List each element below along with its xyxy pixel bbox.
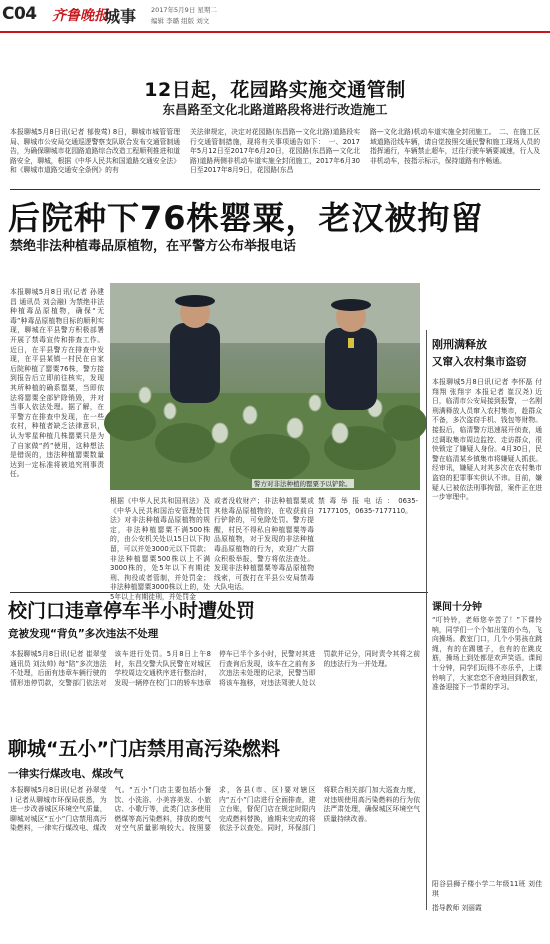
photo-caption: 警方对非法种植的罂粟予以铲除。 [254,480,352,488]
story3-text: 本报聊城5月8日讯(记者 孙翠莹 ) 记者从聊城市环保局获悉，为进一步改善城区环境空气质量，聊城对城区“五小”门店禁用高污染燃料，一律实行煤改电、煤改气。“五小”门店主要包括小餐饮、小洗浴、小美容美发、小旅店、小歌厅等，此类门店多使用燃煤等高污染燃料，排放的废气对空气质量影响较大。按照要求，各县(市、区)要对辖区内“五小”门店进行全面排查，建立台账，督促门店在规定时限内完成燃料替换，逾期未完成的将依法予以查处。同时，环保部门将联合相关部门加大巡查力度，对违规使用高污染燃料的行为依法严肃处理，确保城区环境空气质量持续改善。 [10,786,420,833]
box-text: “叮铃铃，老师您辛苦了！”下课铃响，同学们一个个如出笼的小鸟，飞向操场。教室门口，几个小男孩在跳绳，有的在踢毽子，也有的在跳皮筋，操场上到处都是欢声笑语。课间十分钟，同学们玩得不亦乐乎，上课铃响了，大家恋恋不舍地回到教室，准备迎接下一节课的学习。 [432,616,542,692]
section-title: 城事 [104,7,137,26]
mid-divider [10,592,428,593]
section-divider [10,189,540,190]
main-story-col3: 或者没收财产；非法种植罂粟或其他毒品原植物的，在收获前自行铲除的，可免除处罚。警方提醒，村民不得私自种植罂粟等毒品原植物，对于发现的非法种植毒品原植物的行为，欢迎广大群众积极举报，警方将依法查处。发现非法种植罂粟等毒品原植物线索，可拨打在平县公安局禁毒大队电话。 [214,497,314,592]
story3-subtitle: 一律实行煤改电、煤改气 [8,768,124,780]
newspaper-logo: 齐鲁晚报 [52,8,108,24]
sidebar-headline-2: 又窜入农村集市盗窃 [432,356,527,368]
editor-credits: 编辑 李璐 组版 刘文 [151,17,210,25]
top-story-title: 12日起，花园路实施交通管制 [144,79,406,101]
column-divider [426,330,427,910]
story3-title: 聊城“五小”门店禁用高污染燃料 [8,738,280,760]
masthead-rule [0,31,550,33]
top-story-col2: 关法律规定，决定对花园路(东昌路—文化北路)道路段实行交通管制措施，现将有关事项通告如下： 一、2017年5月12日至2017年6月20日，花园路(东昌路—文化北路)道路两侧非机动车道实施全封闭施工，2017年6月30日至2017年8月9日，花园路(东昌 [190,128,360,175]
sidebar-story-text: 本报聊城5月8日讯(记者 李怀磊 付翔翔 张翔宇 本报记者 崔汉尧) 近日，临清市公安局接到报警，一名刚刑满释放人员窜入农村集市，趁群众不备，多次盗窃手机、钱包等财物。接报后，临清警方迅速展开侦查，通过调取集市周边监控、走访群众，很快锁定了嫌疑人身份。4月30日，民警在临清某乡镇集市将嫌疑人抓获。经审讯，嫌疑人对其多次在农村集市盗窃的犯罪事实供认不讳。目前，嫌疑人已被依法刑事拘留，案件正在进一步审理中。 [432,378,542,502]
main-subtitle: 禁绝非法种植毒品原植物，在平警方公布举报电话 [10,239,297,254]
page-number: C04 [2,4,37,24]
issue-date: 2017年5月9日 星期二 [151,6,217,14]
news-photo [110,283,420,490]
main-story-col4: 禁毒举报电话：0635-7177105，0635-7177110。 [318,497,418,515]
box-teacher: 指导教师 刘丽霞 [432,904,482,912]
main-story-col1: 本报聊城5月8日讯(记者 孙建昌 通讯员 刘会融) 为禁绝非法种植毒品原植物，确保“无毒”种毒品原植物目标的顺利实现，聊城在平县警方积极部署开展了禁毒宣传和排查工作。近日，在平县警方在排查中发现，在平县某镇一村民在自家后院种植了罂粟76株，警方接到报告后立即前往核实，发现其所种植的确系罂粟，当即依法将罂粟全部铲除销毁，并对当事人依法处理。据了解，在平警方在排查中发现，在一些农村，种植者缺乏法律意识，认为零星种植几株罂粟只是为了自家做“药”使用，这种想法是错误的，违法种植罂粟数量达到一定标准将被追究刑事责任。 [10,288,104,479]
masthead [0,0,550,32]
poppy-field-illustration [110,283,420,490]
story2-text: 本报聊城5月8日讯(记者 崔翠莹 通讯员 刘汰帅) 每“陪”多次违法不处理，后面有违章车辆行驶的情形违停罚款，交警部门依法对该车进行处罚。5月8日上午8时，东昌交警大队民警在对城区学校周边交通秩序进行整治时，发现一辆停在校门口的轿车违章停车已半个多小时，民警对其进行查询后发现，该车在之前有多次违法未处理的记录，民警当即将该车拖移，对违法驾驶人处以罚款并记分，同时责令其将之前的违法行为一并处理。 [10,650,420,687]
box-author: 阳谷县狮子楼小学二年级11班 刘佳琪 [432,880,542,898]
story2-subtitle: 竞被发现“背负”多次违法不处理 [8,628,159,640]
main-headline: 后院种下76株罂粟，老汉被拘留 [8,199,484,237]
sidebar-headline-1: 刚刑满释放 [432,338,487,351]
top-story-col1: 本报聊城5月8日讯(记者 郁俊莺) 8日，聊城市城管管理局、聊城市公安局交通巡逻警察支队联合发布交通管制通告，为确保聊城市花园路道路综合改造工程顺利推进和道路安全，聊城，根据《中华人民共和国道路交通安全法》和《聊城市道路交通安全条例》的有 [10,128,180,175]
top-story-subtitle: 东昌路至文化北路道路段将进行改造施工 [162,102,388,117]
story2-title: 校门口违章停车半小时遭处罚 [8,600,256,622]
main-story-col2: 根据《中华人民共和国刑法》及《中华人民共和国治安管理处罚法》对非法种植毒品原植物的规定，非法种植罂粟不满500株的，由公安机关处以15日以下拘留，可以并处3000元以下罚款；非法种植罂粟500株以上不满3000株的，处5年以下有期徒刑、拘役或者管制，并处罚金；非法种植罂粟3000株以上的，处5年以上有期徒刑，并处罚金 [110,497,210,601]
box-title: 课间十分钟 [432,602,482,613]
top-story-col3: 路—文化北路)机动车道实施全封闭施工。 二、在施工区域道路沿线车辆，请自觉按照交通民警和施工现场人员的指挥通行，车辆禁止超车，过往行驶车辆要减速，行人及非机动车，按指示标示，保持道路有序畅通。 [370,128,540,165]
